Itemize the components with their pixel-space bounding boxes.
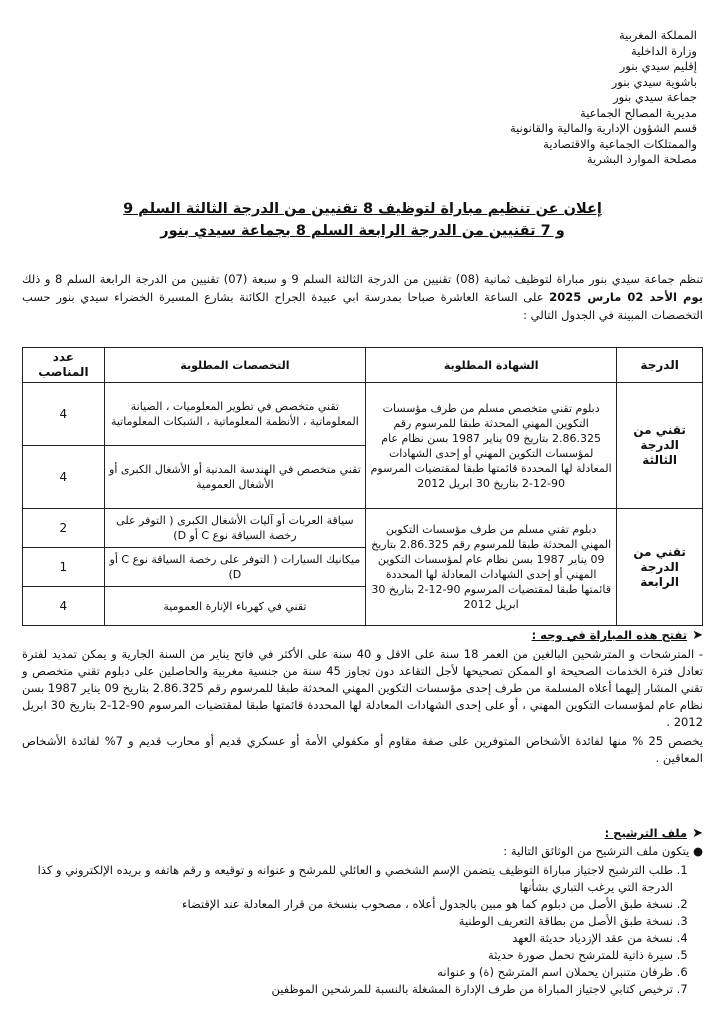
title-line-2: و 7 تقنيين من الدرجة الرابعة السلم 8 بجماعة سيدي بنور xyxy=(160,223,565,239)
grade-cell: تقني من الدرجة الثالثة xyxy=(617,383,703,509)
eligibility-section xyxy=(22,627,703,767)
grade-cell: تقني من الدرجة الرابعة xyxy=(617,509,703,626)
letterhead xyxy=(367,28,697,168)
letterhead-line: باشوية سيدي بنور xyxy=(611,74,697,89)
posts-cell: 1 xyxy=(23,548,105,587)
header-posts: عدد المناصب xyxy=(23,348,105,383)
diploma-cell: دبلوم تقني مسلم من طرف مؤسسات التكوين المهني المحدثة طبقا للمرسوم رقم 2.86.325 بتاريخ 09 يناير 1987 بسن نظام عام لمؤسسات التكوين المهني أو إحدى الشهادات المعادلة لها المحددة قائمتها طبقا لمقتضيات المرسوم 90-12-2 بتاريخ 30 ابريل 2012 xyxy=(366,509,617,626)
eligibility-text: - المترشحات و المترشحين البالغين من العمر 18 سنة على الاقل و 40 سنة على الأكثر في فاتح يناير من السنة الجارية و يمكن تمديد لفترة تعادل فترة الخدمات الصحيحة او الممكن تصحيحها لأجل التقاعد دون تجاوز 45 سنة من جنسية مغربية والحاصلين على دبلوم تقني متخصص و تقني المشار إليهما أعلاه المسلمة من طرف إحدى مؤسسات التكوين المهني المحدثة طبقا للمرسوم رقم 2.86.325 بتاريخ 09 يناير 1987 بسن نظام عام لمؤسسات التكوين المهني ، أو على إحدى الشهادات المعادلة لها المحددة قائمتها طبقا لمقتضيات المرسوم 90-12-2 بتاريخ 30 ابريل 2012 . xyxy=(22,647,703,729)
file-title: ملف الترشيح : xyxy=(604,826,688,840)
letterhead-line: المملكة المغربية xyxy=(618,28,697,42)
eligibility-title: تفتح هذه المباراة في وجه : xyxy=(531,628,688,642)
specialty-cell: سياقة العربات أو آليات الأشغال الكبرى ( التوفر على رخصة السياقة نوع C أو D) xyxy=(104,509,365,548)
list-item: 4. نسخة من عقد الإزدياد حديثة العهد xyxy=(22,930,673,947)
title-line-1: إعلان عن تنظيم مباراة لتوظيف 8 تقنيين من الدرجة الثالثة السلم 9 xyxy=(123,201,602,217)
arrow-bullet-icon: ➤ xyxy=(692,628,703,643)
list-item: 6. ظرفان متنبران يحملان اسم المترشح (ة) و عنوانه xyxy=(22,964,673,981)
application-file-section xyxy=(22,825,703,998)
posts-cell: 4 xyxy=(23,383,105,446)
list-item: 7. ترخيص كتابي لاجتياز المباراة من طرف الإدارة المشغلة بالنسبة للمرشحين الموظفين xyxy=(22,981,673,998)
quota-text: يخصص 25 % منها لفائدة الأشخاص المتوفرين على صفة مقاوم أو مكفولي الأمة أو عسكري قديم أو محارب قديم و 7% لفائدة الأشخاص المعاقين . xyxy=(22,734,703,765)
posts-cell: 2 xyxy=(23,509,105,548)
header-grade: الدرجة xyxy=(617,348,703,383)
header-diploma: الشهادة المطلوبة xyxy=(366,348,617,383)
announcement-title xyxy=(60,198,665,242)
letterhead-line: والممتلكات الجماعية والاقتصادية xyxy=(543,136,697,151)
list-item: 5. سيرة ذاتية للمترشح تحمل صورة حديثة xyxy=(22,947,673,964)
list-item: 3. نسخة طبق الأصل من بطاقة التعريف الوطنية xyxy=(22,913,673,930)
specialty-cell: تقني متخصص في تطوير المعلوميات ، الصيانة المعلوماتية ، الأنظمة المعلوماتية ، الشبكات المعلوماتية xyxy=(104,383,365,446)
diploma-cell: دبلوم تقني متخصص مسلم من طرف مؤسسات التكوين المهني المحدثة طبقا للمرسوم رقم 2.86.325 بتاريخ 09 يناير 1987 بسن نظام عام لمؤسسات التكوين المهني أو إحدى الشهادات المعادلة لها المحددة قائمتها طبقا لمقتضيات المرسوم 90-12-2 بتاريخ 30 ابريل 2012 xyxy=(366,383,617,509)
intro-paragraph xyxy=(22,270,703,324)
file-intro: ● يتكون ملف الترشيح من الوثائق التالية : xyxy=(503,844,703,858)
table-row xyxy=(23,509,703,548)
intro-text-1: تنظم جماعة سيدي بنور مباراة لتوظيف ثمانية (08) تقنيين من الدرجة الثالثة السلم 9 و سبعة (07) تقنيين من الدرجة الرابعة السلم 8 و ذلك xyxy=(22,272,704,286)
intro-text-2: على الساعة العاشرة صباحا بمدرسة ابي عبيدة الجراح الكائنة بشارع المسيرة الخضراء سيدي بنور حسب التخصصات المبينة في الجدول التالي : xyxy=(22,290,703,322)
letterhead-line: قسم الشؤون الإدارية والمالية والقانونية xyxy=(509,121,697,135)
arrow-bullet-icon: ➤ xyxy=(692,826,703,841)
list-item: 1. طلب الترشيح لاجتياز مباراة التوظيف يتضمن الإسم الشخصي و العائلي للمرشح و عنوانه و توقيعه و رقم هاتفه و بريده الإلكتروني و كذا الدرجة التي يرغب التباري بشأنها xyxy=(22,862,673,896)
letterhead-line: جماعة سيدي بنور xyxy=(613,90,697,104)
exam-date: يوم الأحد 02 مارس 2025 xyxy=(549,290,703,304)
letterhead-line: إقليم سيدي بنور xyxy=(619,59,697,73)
table-header-row xyxy=(23,348,703,383)
letterhead-line: مصلحة الموارد البشرية xyxy=(586,152,697,166)
header-specialties: التخصصات المطلوبة xyxy=(104,348,365,383)
list-item: 2. نسخة طبق الأصل من دبلوم كما هو مبين بالجدول أعلاه ، مصحوب بنسخة من قرار المعادلة عند الإقتضاء xyxy=(22,896,673,913)
posts-cell: 4 xyxy=(23,446,105,509)
letterhead-line: وزارة الداخلية xyxy=(630,43,697,58)
documents-list xyxy=(22,862,689,998)
table-row xyxy=(23,383,703,446)
positions-table xyxy=(22,347,703,626)
specialty-cell: تقني في كهرباء الإنارة العمومية xyxy=(104,587,365,626)
bullet-dot-icon: ● xyxy=(689,844,703,858)
letterhead-line: مديرية المصالح الجماعية xyxy=(580,105,697,120)
specialty-cell: تقني متخصص في الهندسة المدنية أو الأشغال الكبرى أو الأشغال العمومية xyxy=(104,446,365,509)
specialty-cell: ميكانيك السيارات ( التوفر على رخصة السياقة نوع C أو D) xyxy=(104,548,365,587)
posts-cell: 4 xyxy=(23,587,105,626)
